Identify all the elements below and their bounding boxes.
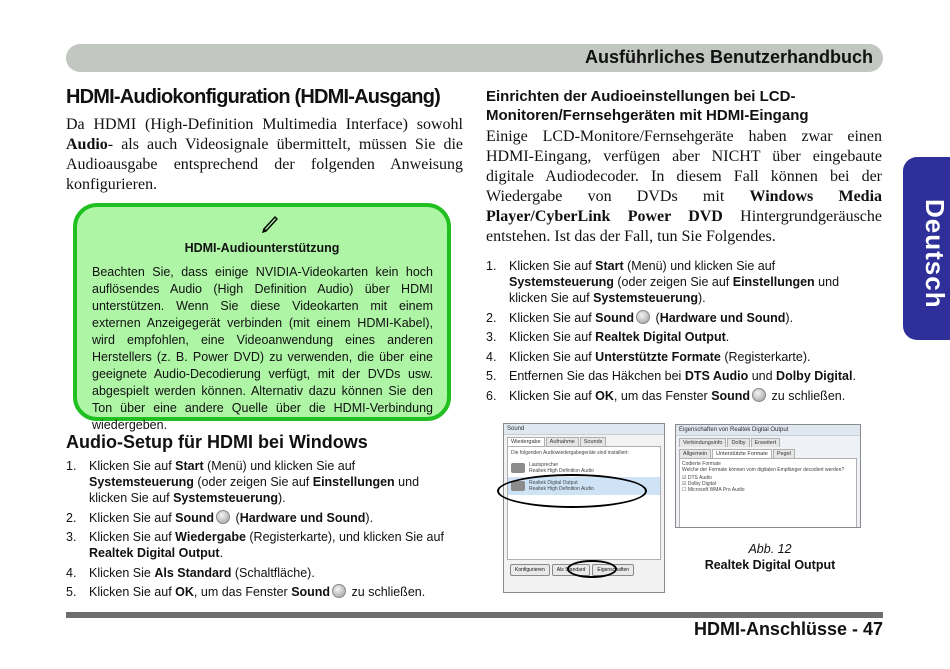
step-number: 1. <box>486 259 497 273</box>
lcd-text-end: Hintergrundgeräusche entstehen. Ist das der Fall, tun Sie Folgendes. <box>486 208 883 245</box>
list-item: 1. Klicken Sie auf Start (Menü) und klicken Sie auf Systemsteuerung (oder zeigen Sie auf Einstellungen und klicken Sie auf Systemsteuerung). <box>66 459 420 505</box>
lcd-paragraph <box>486 127 882 247</box>
set-default-button[interactable]: Als Standard <box>552 564 591 576</box>
list-item: 2. Klicken Sie auf Sound (Hardware und Sound). <box>486 310 794 325</box>
note-title: HDMI-Audiounterstützung <box>184 241 340 255</box>
footer-page-label: HDMI-Anschlüsse - 47 <box>693 619 883 639</box>
windows-setup-heading: Audio-Setup für HDMI bei Windows <box>66 432 368 452</box>
list-item: 1. Klicken Sie auf Start (Menü) und klicken Sie auf Systemsteuerung (oder zeigen Sie auf Einstellungen und klicken Sie auf Systemsteuerung). <box>486 259 840 305</box>
list-item: 2. Klicken Sie auf Sound (Hardware und Sound). <box>66 510 374 525</box>
language-tab-label: Deutsch <box>920 199 950 309</box>
highlight-ellipse <box>497 474 647 508</box>
list-item: 5. Entfernen Sie das Häkchen bei DTS Audio und Dolby Digital. <box>486 369 856 383</box>
list-item: 4. Klicken Sie Als Standard (Schaltfläche). <box>66 565 315 580</box>
header-bar <box>66 44 883 72</box>
device-sub: Realtek High Definition Audio <box>529 468 594 474</box>
tab-wiedergabe[interactable]: Wiedergabe <box>507 437 545 446</box>
list-item: 3. Klicken Sie auf Realtek Digital Output. <box>486 330 730 344</box>
properties-window-title: Eigenschaften von Realtek Digital Output <box>676 425 860 436</box>
right-steps-list <box>486 258 874 407</box>
intro-bold: Audio <box>66 136 108 153</box>
step-number: 5. <box>486 369 497 383</box>
formats-section: Codierte Formate <box>682 461 721 467</box>
speaker-icon <box>511 463 525 473</box>
tab-verbindungsinfo[interactable]: Verbindungsinfo <box>679 438 726 447</box>
sound-icon <box>216 510 230 524</box>
tab-pegel[interactable]: Pegel <box>773 449 795 458</box>
step-number: 3. <box>66 530 77 544</box>
list-item: 4. Klicken Sie auf Unterstützte Formate (Registerkarte). <box>486 349 811 364</box>
step-number: 3. <box>486 330 497 344</box>
language-tab[interactable] <box>903 157 950 340</box>
step-number: 4. <box>486 349 497 364</box>
device-sub: Realtek High Definition Audio <box>529 486 594 492</box>
sound-icon <box>332 584 346 598</box>
device-name: Lautsprecher <box>529 462 559 468</box>
list-item: 5. Klicken Sie auf OK, um das Fenster Sound zu schließen. <box>66 585 426 599</box>
step-number: 4. <box>66 565 77 580</box>
tab-dolby[interactable]: Dolby <box>727 438 749 447</box>
figure-caption: Realtek Digital Output <box>704 558 836 572</box>
header-title: Ausführliches Benutzerhandbuch <box>584 47 873 67</box>
lcd-bold: Windows Media Player/CyberLink Power DVD <box>486 188 883 225</box>
properties-button[interactable]: Eigenschaften <box>592 564 634 576</box>
tab-aufnahme[interactable]: Aufnahme <box>546 437 579 446</box>
tab-allgemein[interactable]: Allgemein <box>679 449 711 458</box>
device-hint: Die folgenden Audiowiedergabegeräte sind installiert: <box>511 450 629 456</box>
lcd-text: Einige LCD-Monitore/Fernsehgeräte haben zwar einen HDMI-Eingang, verfügen aber NICHT über eingebaute digitale Audiodecoder. In diesem Fall können bei der Wiedergabe von DVDs mit <box>486 128 882 205</box>
configure-button[interactable]: Konfigurieren <box>510 564 550 576</box>
device-name: Realtek Digital Output <box>529 480 578 486</box>
intro-text-end: - als auch Videosignale übermittelt, müssen Sie die Audioausgabe entsprechend der folgenden Anweisung konfigurieren. <box>66 136 463 193</box>
sound-icon <box>636 310 650 324</box>
sound-icon <box>752 388 766 402</box>
properties-tabs-row1 <box>676 436 860 447</box>
step-number: 2. <box>66 510 77 525</box>
formats-pane <box>679 458 857 528</box>
tab-sounds[interactable]: Sounds <box>580 437 607 446</box>
pencil-icon <box>260 213 280 233</box>
footer-divider <box>66 612 883 618</box>
note-text: Beachten Sie, dass einige NVIDIA-Videokarten kein hoch auflösendes Audio (High Definition Audio) über HDMI unterstützen. Wenn Sie diese Videokarten mit einem externen Anzeigegerät verbinden (mit einem HDMI-Kabel), wird empfohlen, eine Videoanwendung eines anderen Herstellers (z. B. Power DVD) zu verwenden, die über eine geeignete Audio-Decodierung verfügt, mit der DVDs usw. abgespielt werden können. Alternativ dazu können Sie den Ton über eine andere Quelle über die HDMI-Verbindung wiedergeben. <box>92 265 433 432</box>
tab-erweitert[interactable]: Erweitert <box>751 438 781 447</box>
section-title: HDMI-Audiokonfiguration (HDMI-Ausgang) <box>66 86 440 108</box>
sound-window-title: Sound <box>504 424 664 435</box>
format-dolby[interactable]: ☑ Dolby Digital <box>682 481 716 487</box>
list-item: 3. Klicken Sie auf Wiedergabe (Registerkarte), und klicken Sie auf Realtek Digital Output. <box>66 530 444 560</box>
highlight-ellipse <box>567 560 617 578</box>
sound-window-tabs <box>504 435 664 446</box>
properties-window-screenshot <box>675 424 861 528</box>
figure-number: Abb. 12 <box>748 542 792 556</box>
step-number: 6. <box>486 388 497 403</box>
intro-text: Da HDMI (High-Definition Multimedia Interface) sowohl <box>66 116 463 133</box>
format-wma[interactable]: ☐ Microsoft WMA Pro Audio <box>682 487 745 493</box>
properties-tabs-row2 <box>676 447 860 458</box>
lcd-setup-heading: Einrichten der Audioeinstellungen bei LCD-Monitoren/Fernsehgeräten mit HDMI-Eingang <box>486 88 809 124</box>
left-steps-list <box>66 458 460 604</box>
intro-paragraph <box>66 115 463 195</box>
format-dts[interactable]: ☑ DTS Audio <box>682 475 712 481</box>
formats-desc: Welche der Formate können vom digitalen Empfänger decodiert werden? <box>682 467 845 473</box>
step-number: 1. <box>66 459 77 473</box>
list-item: 6. Klicken Sie auf OK, um das Fenster Sound zu schließen. <box>486 388 846 403</box>
note-box <box>73 203 451 432</box>
step-number: 5. <box>66 585 77 599</box>
tab-unterstuetzte-formate[interactable]: Unterstützte Formate <box>712 449 772 458</box>
step-number: 2. <box>486 310 497 325</box>
